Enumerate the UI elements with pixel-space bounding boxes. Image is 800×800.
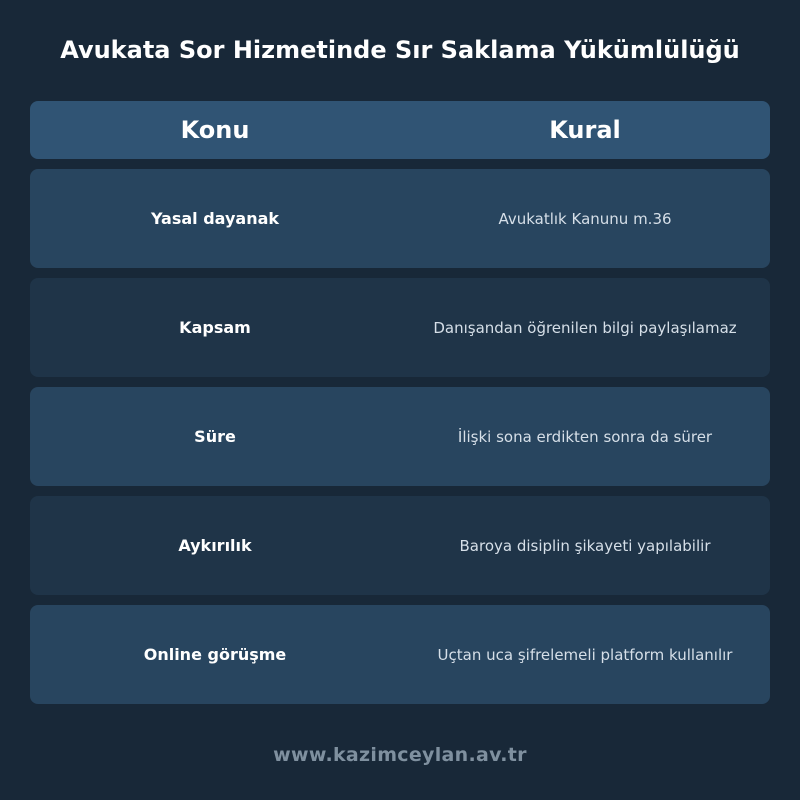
row-rule: Baroya disiplin şikayeti yapılabilir <box>459 536 711 555</box>
row-topic: Aykırılık <box>178 536 252 555</box>
header-konu: Konu <box>180 116 250 144</box>
row-topic: Süre <box>194 427 236 446</box>
row-topic: Yasal dayanak <box>150 209 280 228</box>
header-kural: Kural <box>549 116 621 144</box>
table-row <box>30 496 770 595</box>
row-topic: Online görüşme <box>143 645 287 664</box>
footer-website: www.kazimceylan.av.tr <box>273 744 527 766</box>
table-row <box>30 169 770 268</box>
table-row <box>30 387 770 486</box>
rules-table <box>30 101 770 704</box>
page-title: Avukata Sor Hizmetinde Sır Saklama Yükümlülüğü <box>60 36 740 64</box>
row-rule: İlişki sona erdikten sonra da sürer <box>457 427 713 446</box>
table-header-row <box>30 101 770 159</box>
row-rule: Uçtan uca şifrelemeli platform kullanılır <box>437 645 733 664</box>
row-rule: Avukatlık Kanunu m.36 <box>498 209 672 228</box>
row-topic: Kapsam <box>179 318 251 337</box>
row-rule: Danışandan öğrenilen bilgi paylaşılamaz <box>433 318 737 337</box>
table-row <box>30 605 770 704</box>
table-row <box>30 278 770 377</box>
